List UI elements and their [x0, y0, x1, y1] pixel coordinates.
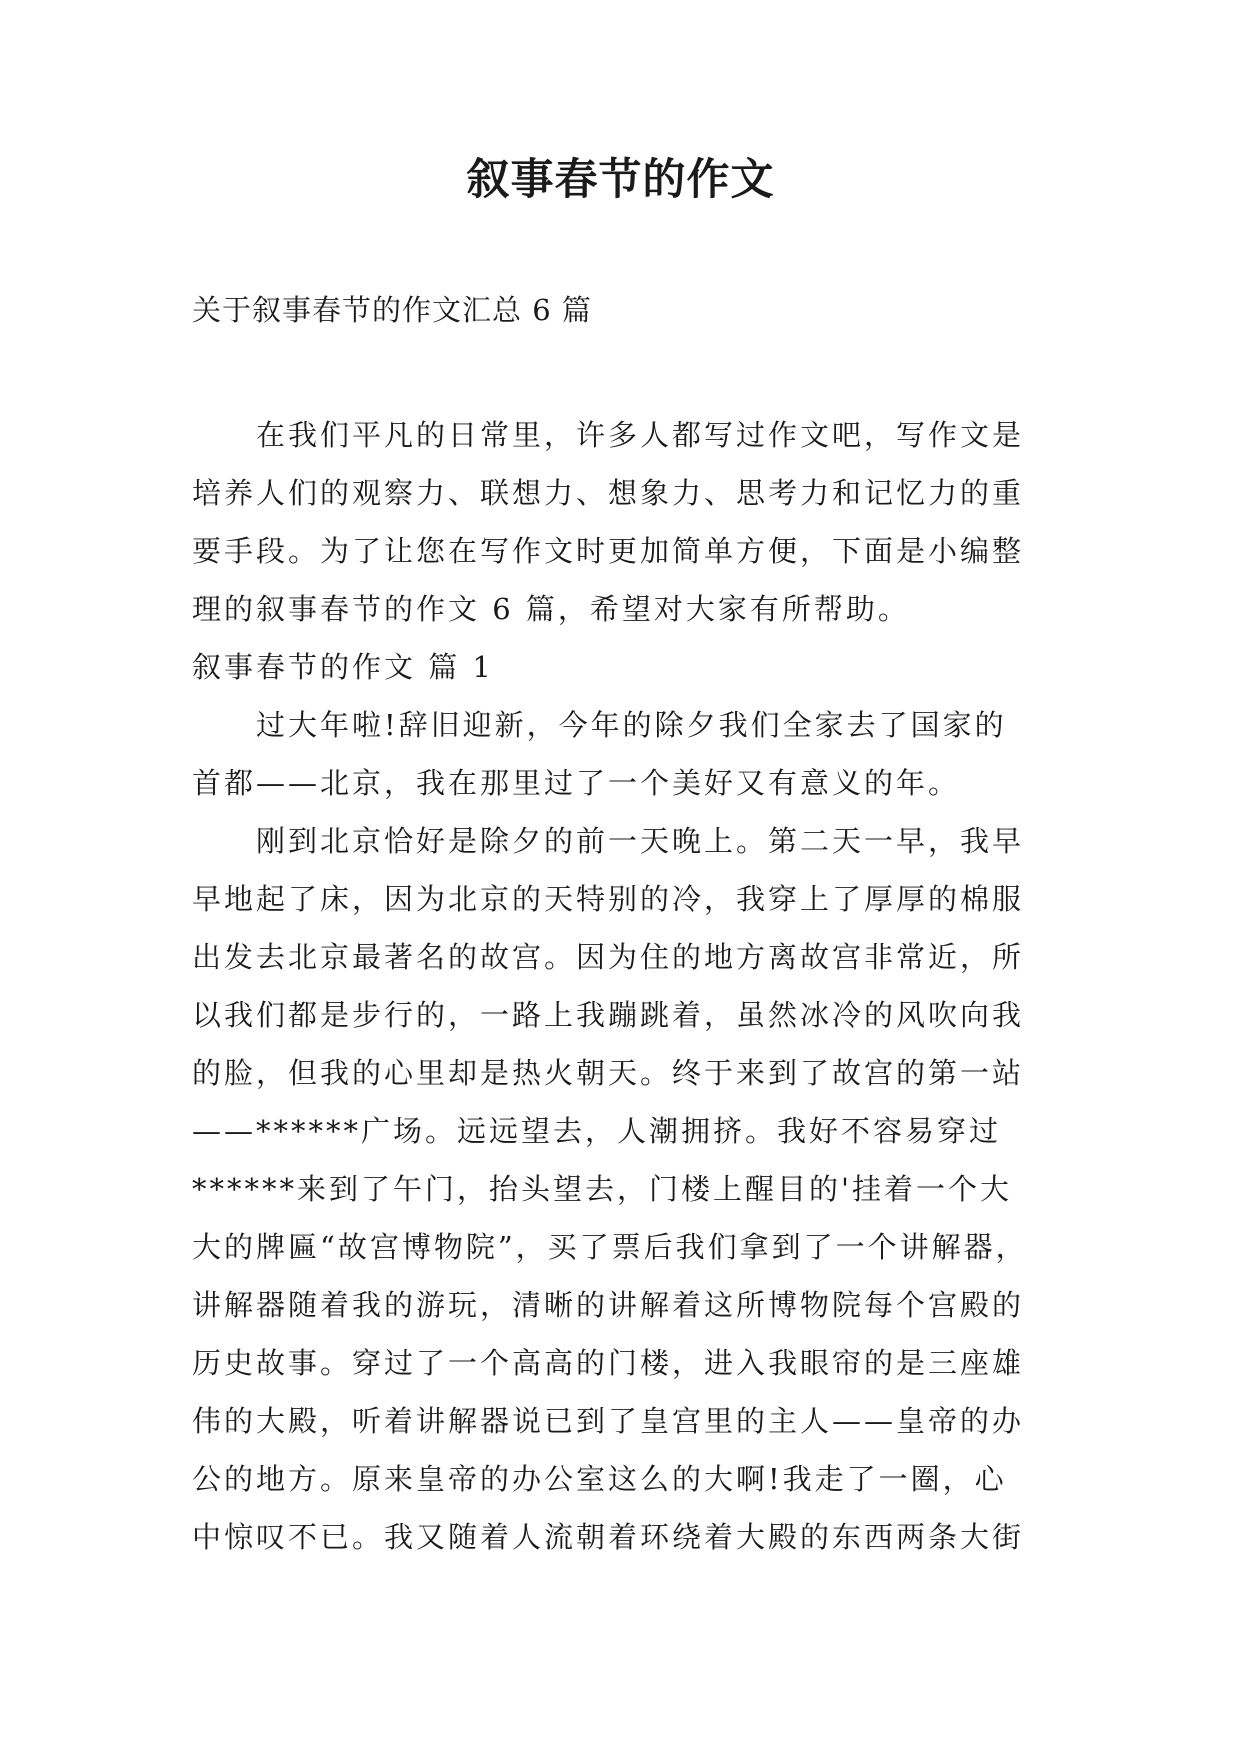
body-line: 讲解器随着我的游玩，清晰的讲解着这所博物院每个宫殿的: [192, 1288, 1025, 1322]
body-line: 公的地方。原来皇帝的办公室这么的大啊!我走了一圈，心: [192, 1462, 1007, 1496]
body-line: 在我们平凡的日常里，许多人都写过作文吧，写作文是: [256, 418, 1025, 452]
document-title: 叙事春节的作文: [466, 155, 775, 205]
body-line: 早地起了床，因为北京的天特别的冷，我穿上了厚厚的棉服: [192, 882, 1025, 916]
body-line: 以我们都是步行的，一路上我蹦跳着，虽然冰冷的风吹向我: [192, 998, 1025, 1032]
body-line: 大的牌匾“故宫博物院”，买了票后我们拿到了一个讲解器，: [192, 1230, 1028, 1264]
body-line: 出发去北京最著名的故宫。因为住的地方离故宫非常近，所: [192, 940, 1025, 974]
body-line: 理的叙事春节的作文 6 篇，希望对大家有所帮助。: [192, 592, 910, 626]
body-line: 过大年啦!辞旧迎新，今年的除夕我们全家去了国家的: [256, 708, 1007, 742]
body-line: ——******广场。远远望去，人潮拥挤。我好不容易穿过: [192, 1114, 1002, 1148]
body-line: 培养人们的观察力、联想力、想象力、思考力和记忆力的重: [192, 476, 1025, 510]
body-line: 首都——北京，我在那里过了一个美好又有意义的年。: [192, 766, 961, 800]
body-line: 要手段。为了让您在写作文时更加简单方便，下面是小编整: [192, 534, 1025, 568]
body-line: 的脸，但我的心里却是热火朝天。终于来到了故宫的第一站: [192, 1056, 1025, 1090]
body-line: 伟的大殿，听着讲解器说已到了皇宫里的主人——皇帝的办: [192, 1404, 1025, 1438]
body-line: 刚到北京恰好是除夕的前一天晚上。第二天一早，我早: [256, 824, 1025, 858]
body-line: 中惊叹不已。我又随着人流朝着环绕着大殿的东西两条大街: [192, 1520, 1025, 1554]
section-heading: 叙事春节的作文 篇 1: [192, 650, 494, 684]
document-body: [192, 406, 1062, 1566]
body-line: 历史故事。穿过了一个高高的门楼，进入我眼帘的是三座雄: [192, 1346, 1025, 1380]
body-line: ******来到了午门，抬头望去，门楼上醒目的'挂着一个大: [192, 1172, 1012, 1206]
document-subtitle: 关于叙事春节的作文汇总 6 篇: [192, 293, 592, 327]
